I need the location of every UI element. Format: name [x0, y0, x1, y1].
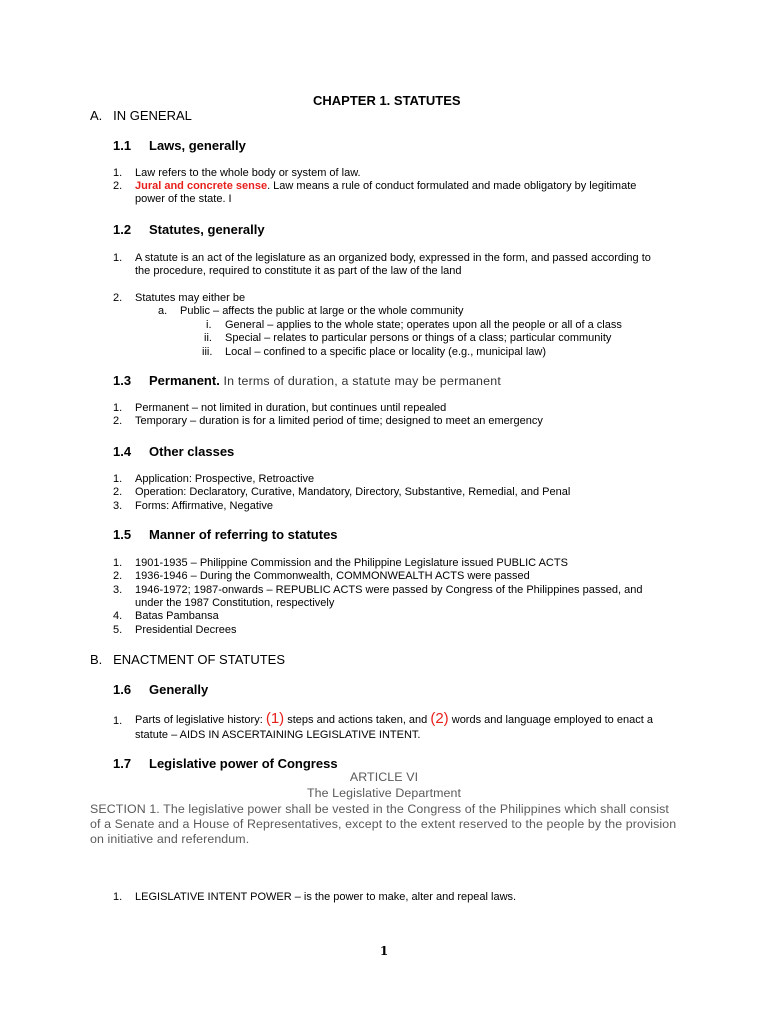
roman-list-text: Local – confined to a specific place or locality (e.g., municipal law) — [225, 346, 546, 358]
list-item-text: Application: Prospective, Retroactive — [135, 473, 315, 485]
roman-list-marker: i. — [206, 319, 212, 331]
list-item-text: Temporary – duration is for a limited period of time; designed to meet an emergency — [135, 415, 543, 427]
list-item-text: A statute is an act of the legislature as an organized body, expressed in the form, and passed according to — [135, 252, 651, 264]
highlight-number: (2) — [430, 710, 449, 727]
list-item-text: Operation: Declaratory, Curative, Mandatory, Directory, Substantive, Remedial, and Penal — [135, 486, 571, 498]
subsection-1-3-heading: 1.3 Permanent. In terms of duration, a statute may be permanent — [113, 373, 501, 388]
roman-list-text: Special – relates to particular persons or things of a class; particular community — [225, 332, 612, 344]
list-item: 2. — [113, 292, 123, 304]
section-b-heading: B. ENACTMENT OF STATUTES — [90, 652, 286, 667]
list-item-text: power of the state. I — [135, 193, 232, 205]
list-item-text: statute – AIDS IN ASCERTAINING LEGISLATIVE INTENT. — [135, 729, 421, 741]
list-item: 2. — [113, 570, 123, 582]
chapter-title: CHAPTER 1. STATUTES — [313, 93, 461, 108]
list-item: 3. — [113, 500, 123, 512]
list-item-text: Presidential Decrees — [135, 624, 237, 636]
section-a-heading: A. IN GENERAL — [90, 108, 192, 123]
list-item-text: 1901-1935 – Philippine Commission and the Philippine Legislature issued PUBLIC ACTS — [135, 557, 568, 569]
list-item-text: Permanent – not limited in duration, but continues until repealed — [135, 402, 447, 414]
list-item: 5. — [113, 624, 123, 636]
sub-list-text: Public – affects the public at large or the whole community — [180, 305, 464, 317]
list-item: 2. — [113, 415, 123, 427]
list-item-text: Law refers to the whole body or system of law. — [135, 167, 361, 179]
subsection-1-1-heading: 1.1 Laws, generally — [113, 138, 246, 153]
subsection-1-4-heading: 1.4 Other classes — [113, 444, 235, 459]
list-item: 1. — [113, 891, 123, 903]
page-number: 1 — [379, 944, 389, 958]
article-heading: ARTICLE VI — [349, 770, 419, 784]
roman-list-text: General – applies to the whole state; operates upon all the people or all of a class — [225, 319, 622, 331]
section-1-text-line: SECTION 1. The legislative power shall be vested in the Congress of the Philippines which shall consist — [90, 802, 669, 816]
list-item-text: under the 1987 Constitution, respectively — [135, 597, 335, 609]
highlight-number: (1) — [265, 710, 285, 727]
list-item: 2. — [113, 180, 123, 192]
roman-list-marker: iii. — [202, 346, 213, 358]
list-item-text: Batas Pambansa — [135, 610, 219, 622]
list-item-text: 1936-1946 – During the Commonwealth, COMMONWEALTH ACTS were passed — [135, 570, 530, 582]
list-item: 1. — [113, 167, 123, 179]
subsection-1-5-heading: 1.5 Manner of referring to statutes — [113, 527, 338, 542]
highlight-text: Jural and concrete sense — [135, 180, 268, 192]
list-item: 2. — [113, 486, 123, 498]
roman-list-marker: ii. — [204, 332, 212, 344]
list-item-text: 1946-1972; 1987-onwards – REPUBLIC ACTS were passed by Congress of the Philippines passed, and — [135, 584, 643, 596]
subsection-1-2-heading: 1.2 Statutes, generally — [113, 222, 265, 237]
list-item: 1. — [113, 252, 123, 264]
list-item: 1. — [113, 557, 123, 569]
list-item: 1. — [113, 473, 123, 485]
list-item: 3. — [113, 584, 123, 596]
sub-list-marker: a. — [158, 305, 168, 317]
list-item-text: Statutes may either be — [135, 292, 246, 304]
section-1-text-line: on initiative and referendum. — [90, 832, 250, 846]
department-heading: The Legislative Department — [306, 786, 462, 800]
subsection-1-6-heading: 1.6 Generally — [113, 682, 209, 697]
list-item-text: Parts of legislative history: (1) steps and actions taken, and (2) words and language employed to enact a — [135, 710, 653, 727]
list-item: 1. — [113, 402, 123, 414]
list-item-text: LEGISLATIVE INTENT POWER – is the power to make, alter and repeal laws. — [135, 891, 517, 903]
list-item-text: Jural and concrete sense. Law means a rule of conduct formulated and made obligatory by legitimate — [135, 180, 637, 192]
list-item: 1. — [113, 715, 123, 727]
subsection-1-7-heading: 1.7 Legislative power of Congress — [113, 756, 338, 771]
list-item-text: the procedure, required to constitute it as part of the law of the land — [135, 265, 462, 277]
list-item-text: Forms: Affirmative, Negative — [135, 500, 273, 512]
section-1-text-line: of a Senate and a House of Representatives, except to the extent reserved to the people by the provision — [90, 817, 677, 831]
list-item: 4. — [113, 610, 123, 622]
